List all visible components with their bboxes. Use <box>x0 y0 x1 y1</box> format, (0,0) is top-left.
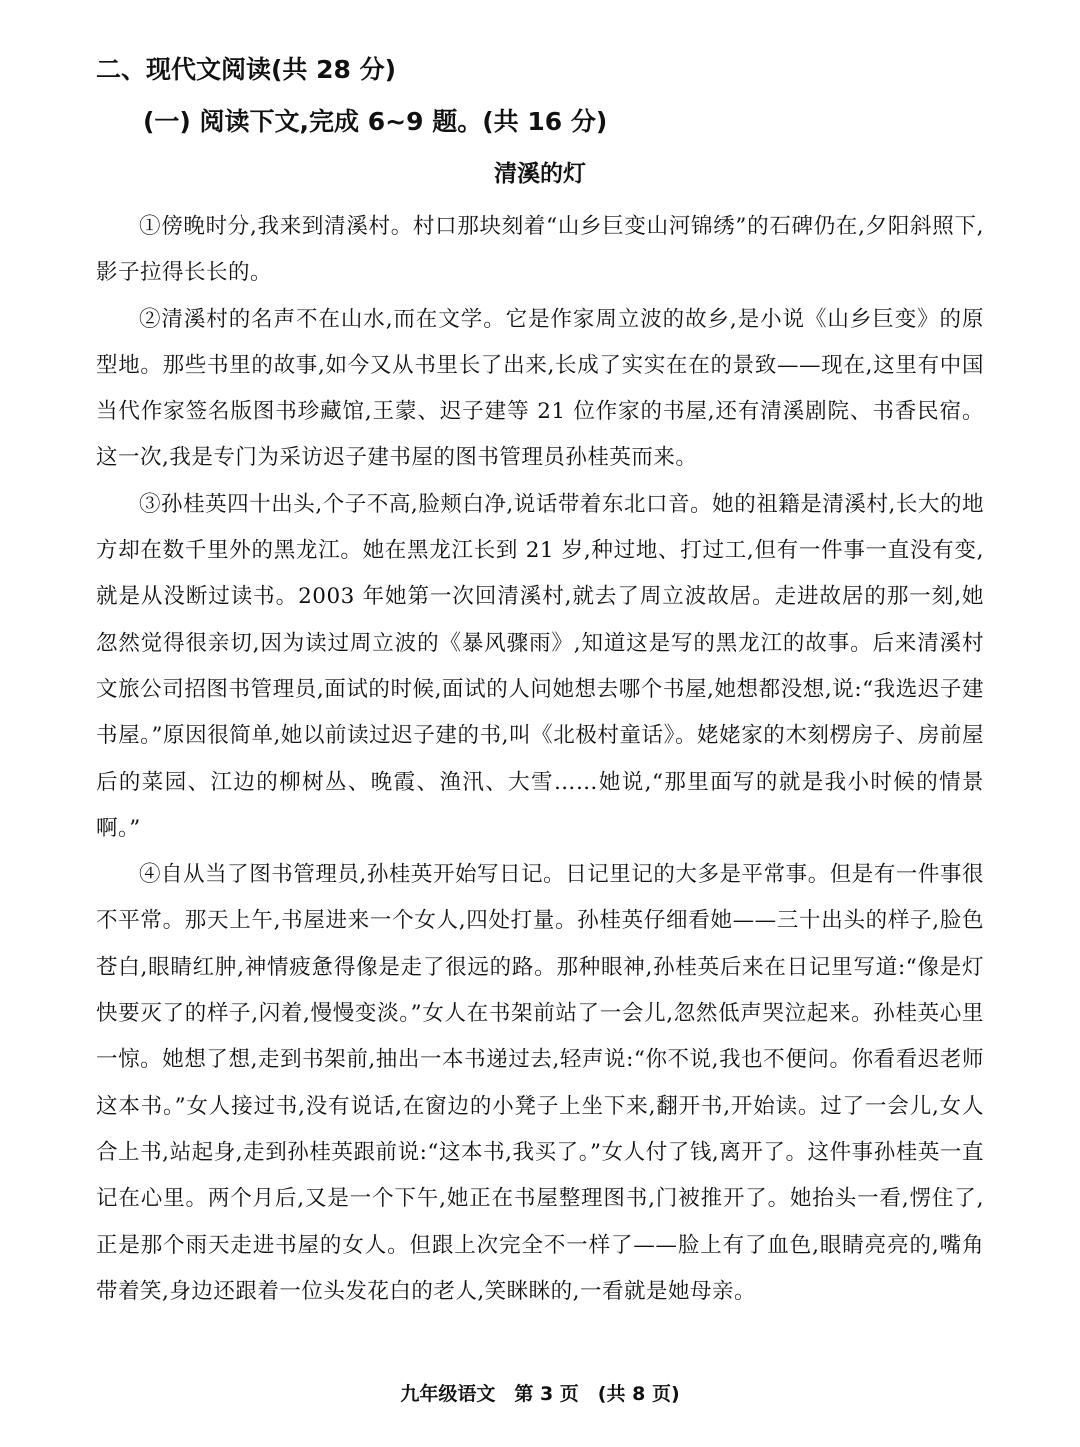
paragraph-4: ④自从当了图书管理员,孙桂英开始写日记。日记里记的大多是平常事。但是有一件事很不平常。那天上午,书屋进来一个女人,四处打量。孙桂英仔细看她——三十出头的样子,脸色苍白,眼睛红肿,神情疲惫得像是走了很远的路。那种眼神,孙桂英后来在日记里写道:“像是灯快要灭了的样子,闪着,慢慢变淡。”女人在书架前站了一会儿,忽然低声哭泣起来。孙桂英心里一惊。她想了想,走到书架前,抽出一本书递过去,轻声说:“你不说,我也不便问。你看看迟老师这本书。”女人接过书,没有说话,在窗边的小凳子上坐下来,翻开书,开始读。过了一会儿,女人合上书,站起身,走到孙桂英跟前说:“这本书,我买了。”女人付了钱,离开了。这件事孙桂英一直记在心里。两个月后,又是一个下午,她正在书屋整理图书,门被推开了。她抬头一看,愣住了,正是那个雨天走进书屋的女人。但跟上次完全不一样了——脸上有了血色,眼睛亮亮的,嘴角带着笑,身边还跟着一位头发花白的老人,笑眯眯的,一看就是她母亲。 <box>96 862 984 1304</box>
paragraph-2: ②清溪村的名声不在山水,而在文学。它是作家周立波的故乡,是小说《山乡巨变》的原型地。那些书里的故事,如今又从书里长了出来,长成了实实在在的景致——现在,这里有中国当代作家签名版图书珍藏馆,王蒙、迟子建等 21 位作家的书屋,还有清溪剧院、书香民宿。这一次,我是专门为采访迟子建书屋的图书管理员孙桂英而来。 <box>96 306 984 471</box>
article-title: 清溪的灯 <box>494 161 586 187</box>
article-body <box>96 204 984 1315</box>
paragraph-3: ③孙桂英四十出头,个子不高,脸颊白净,说话带着东北口音。她的祖籍是清溪村,长大的地方却在数千里外的黑龙江。她在黑龙江长到 21 岁,种过地、打过工,但有一件事一直没有变,就是从没断过读书。2003 年她第一次回清溪村,就去了周立波故居。走进故居的那一刻,她忽然觉得很亲切,因为读过周立波的《暴风骤雨》,知道这是写的黑龙江的故事。后来清溪村文旅公司招图书管理员,面试的时候,面试的人问她想去哪个书屋,她想都没想,说:“我选迟子建书屋。”原因很简单,她以前读过迟子建的书,叫《北极村童话》。姥姥家的木刻楞房子、房前屋后的菜园、江边的柳树丛、晚霞、渔汛、大雪……她说,“那里面写的就是我小时候的情景啊。” <box>96 491 984 841</box>
section-title: 二、现代文阅读(共 28 分) <box>96 55 397 84</box>
page-footer: 九年级语文 第 3 页 (共 8 页) <box>400 1383 680 1405</box>
paragraph-1: ①傍晚时分,我来到清溪村。村口那块刻着“山乡巨变山河锦绣”的石碑仍在,夕阳斜照下,影子拉得长长的。 <box>96 214 984 286</box>
question-instruction: (一) 阅读下文,完成 6~9 题。(共 16 分) <box>143 107 608 136</box>
